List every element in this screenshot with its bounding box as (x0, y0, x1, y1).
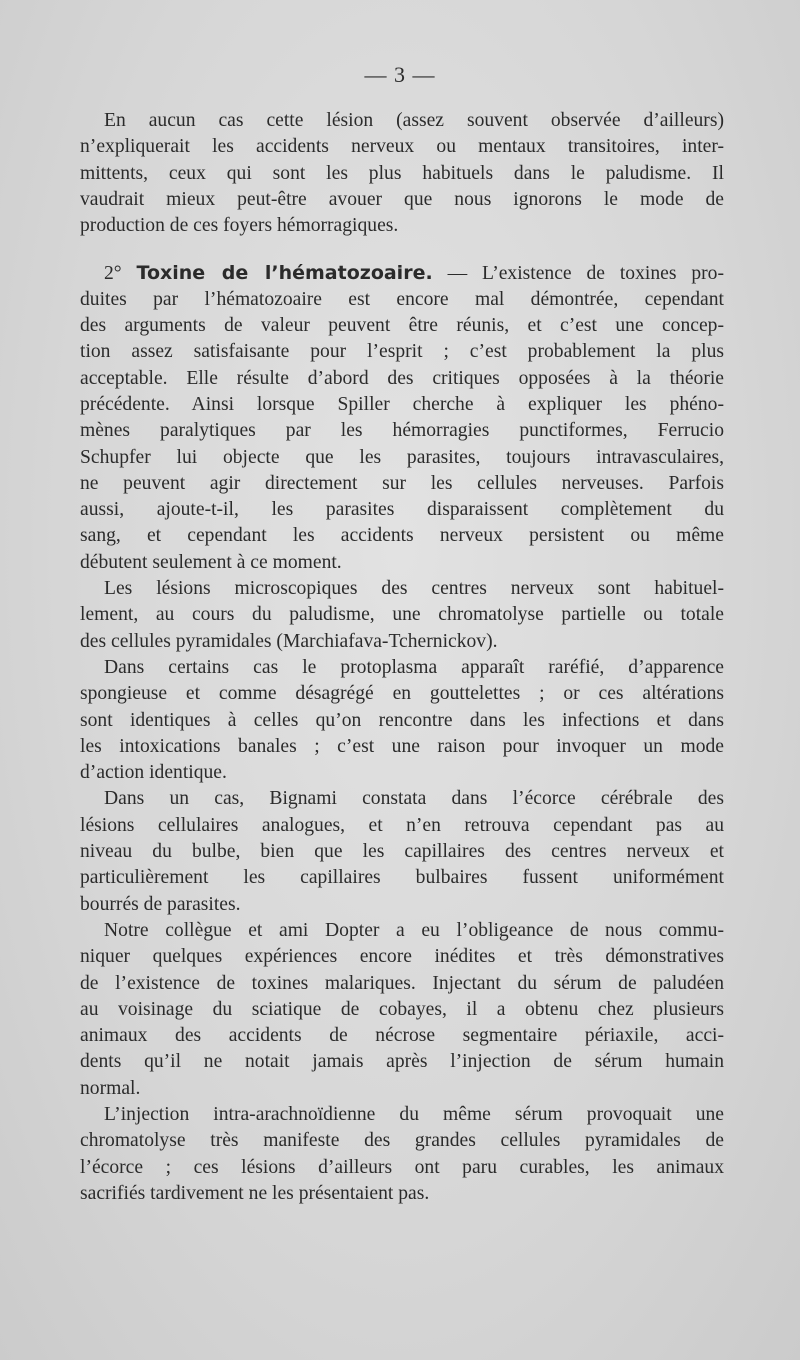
text-line: En aucun cas cette lésion (assez souvent observée d’ailleurs) (104, 110, 724, 131)
section-heading-line (80, 260, 724, 286)
page-number: — 3 — (364, 62, 436, 87)
text-line: L’injection intra-arachnoïdienne du même sérum provoquait une (104, 1103, 724, 1125)
text-line: précédente. Ainsi lorsque Spiller cherche à expliquer les phéno- (80, 393, 724, 415)
text-line: animaux des accidents de nécrose segmentaire périaxile, acci- (80, 1025, 724, 1047)
text-line: tion assez satisfaisante pour l’esprit ; c’est probablement la plus (80, 341, 724, 363)
text-line: chromatolyse très manifeste des grandes cellules pyramidales de (80, 1130, 724, 1152)
text-line: n’expliquerait les accidents nerveux ou mentaux transitoires, inter- (80, 136, 724, 158)
text-line: niveau du bulbe, bien que les capillaires des centres nerveux et (80, 841, 724, 863)
text-line: les intoxications banales ; c’est une raison pour invoquer un mode (80, 735, 724, 757)
text-line: normal. (80, 1077, 141, 1099)
paragraph-1 (80, 108, 724, 239)
text-line: des cellules pyramidales (Marchiafava-Tchernickov). (80, 630, 498, 652)
text-line: des arguments de valeur peuvent être réunis, et c’est une concep- (80, 315, 724, 337)
paragraph-4 (80, 655, 724, 786)
text-line: sang, et cependant les accidents nerveux persistent ou même (80, 525, 724, 547)
text-line: spongieuse et comme désagrégé en gouttelettes ; or ces altérations (80, 683, 724, 705)
paragraph-5 (80, 786, 724, 917)
text-line: particulièrement les capillaires bulbaires fussent uniformément (80, 867, 724, 889)
text-line: sacrifiés tardivement ne les présentaient pas. (80, 1182, 430, 1204)
text-line: débutent seulement à ce moment. (80, 551, 342, 573)
paragraph-7 (80, 1102, 724, 1207)
text-line: duites par l’hématozoaire est encore mal démontrée, cependant (80, 288, 724, 310)
text-line: production de ces foyers hémorragiques. (80, 215, 399, 237)
text-line: acceptable. Elle résulte d’abord des critiques opposées à la théorie (80, 367, 724, 389)
text-line: lésions cellulaires analogues, et n’en retrouva cependant pas au (80, 814, 724, 836)
section-title: Toxine de l’hématozoaire. (136, 262, 433, 285)
text-line: lement, au cours du paludisme, une chromatolyse partielle ou totale (80, 604, 724, 626)
section-number: 2° (104, 263, 122, 285)
text-line: dents qu’il ne notait jamais après l’injection de sérum humain (80, 1051, 724, 1073)
text-line: Notre collègue et ami Dopter a eu l’obligeance de nous commu- (104, 919, 724, 941)
text-line: vaudrait mieux peut-être avouer que nous ignorons le mode de (80, 188, 724, 210)
body-text (80, 108, 724, 1207)
text-line: Dans certains cas le protoplasma apparaît raréfié, d’apparence (104, 656, 724, 678)
text-line: mittents, ceux qui sont les plus habituels dans le paludisme. Il (80, 162, 724, 184)
text-line: bourrés de parasites. (80, 893, 241, 915)
text-line: au voisinage du sciatique de cobayes, il a obtenu chez plusieurs (80, 998, 724, 1020)
text-line: mènes paralytiques par les hémorragies punctiformes, Ferrucio (80, 420, 724, 442)
text-line: Dans un cas, Bignami constata dans l’écorce cérébrale des (104, 788, 724, 810)
section-first-line-text: — L’existence de toxines pro- (432, 263, 724, 285)
text-line: Les lésions microscopiques des centres nerveux sont habituel- (104, 578, 724, 600)
text-line: de l’existence de toxines malariques. Injectant du sérum de paludéen (80, 972, 724, 994)
text-line: d’action identique. (80, 762, 227, 784)
text-line: ne peuvent agir directement sur les cellules nerveuses. Parfois (80, 472, 724, 494)
paragraph-3 (80, 576, 724, 655)
text-line: niquer quelques expériences encore inédites et très démonstratives (80, 946, 724, 968)
text-line: Schupfer lui objecte que les parasites, toujours intravasculaires, (80, 446, 724, 468)
paragraph-2 (80, 260, 724, 576)
paragraph-6 (80, 918, 724, 1102)
text-line: aussi, ajoute-t-il, les parasites disparaissent complètement du (80, 499, 724, 521)
text-line: sont identiques à celles qu’on rencontre dans les infections et dans (80, 709, 724, 731)
text-line: l’écorce ; ces lésions d’ailleurs ont paru curables, les animaux (80, 1156, 724, 1178)
